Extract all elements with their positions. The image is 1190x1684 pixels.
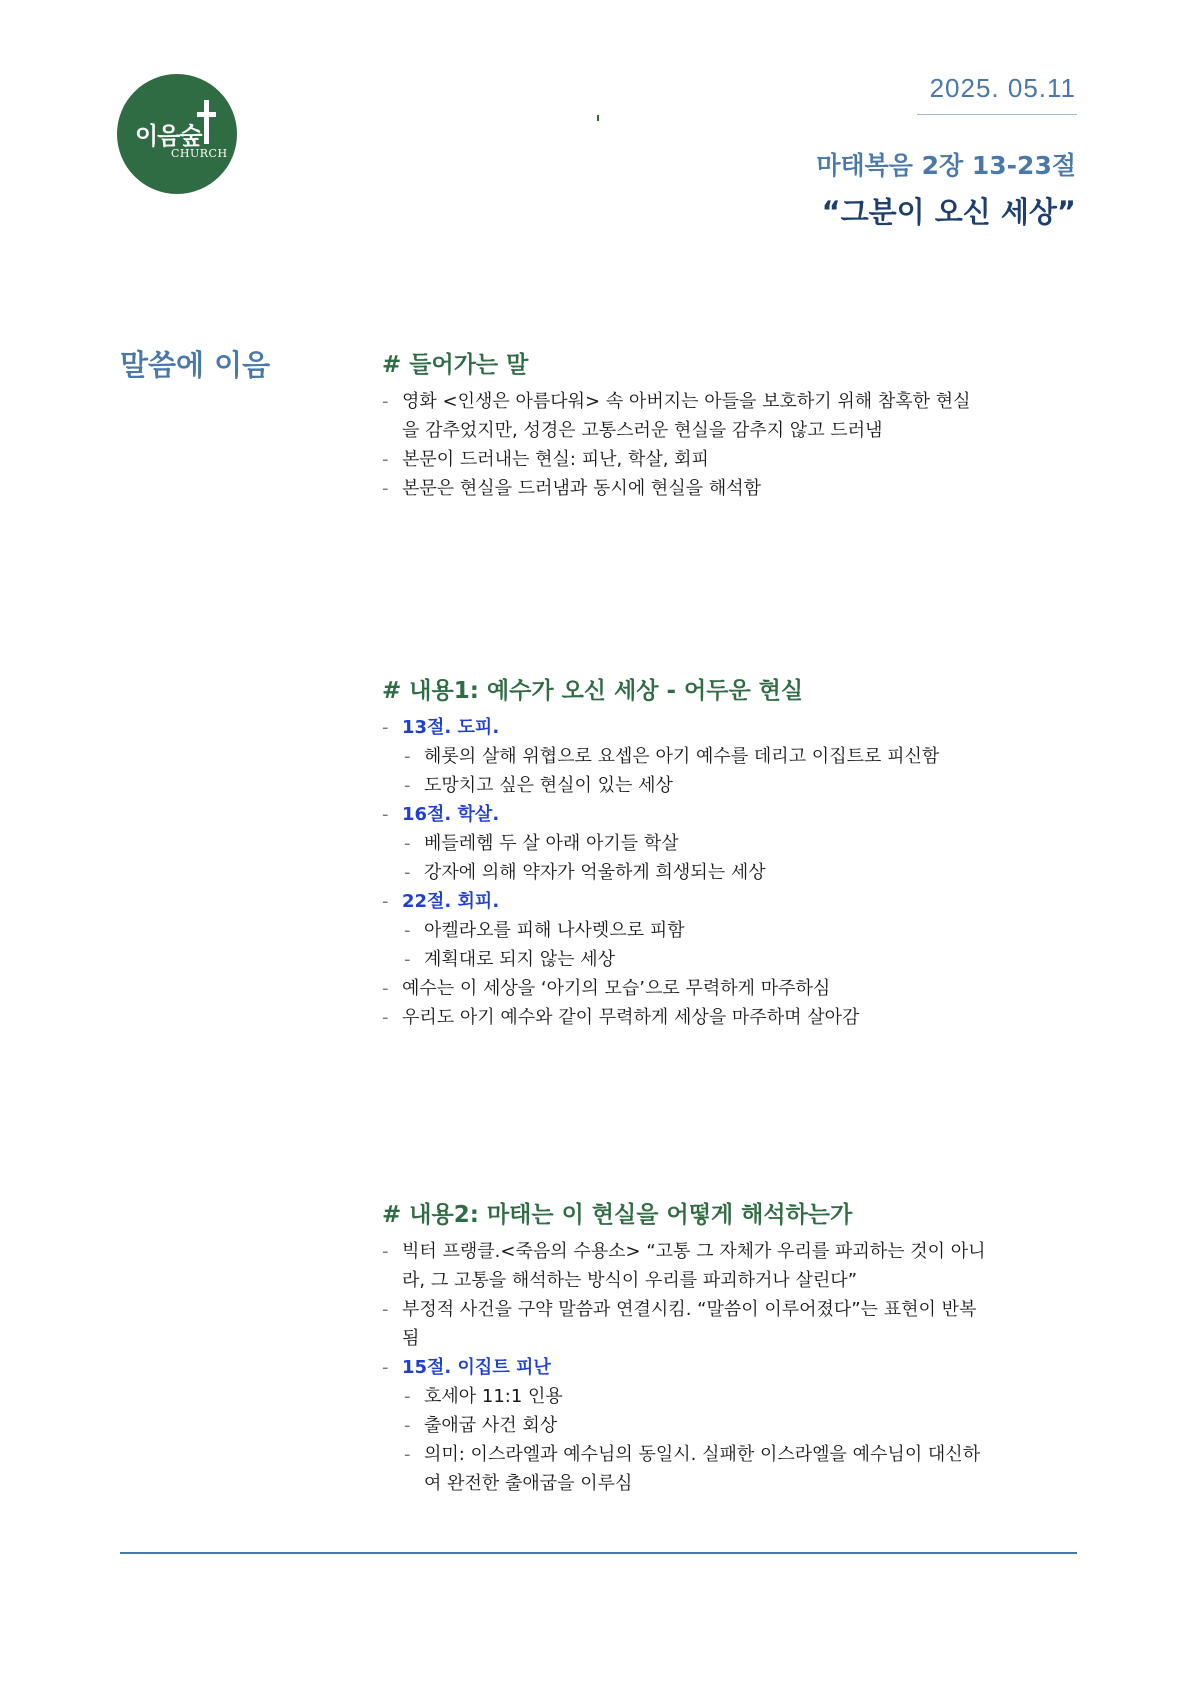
list-item <box>382 474 987 503</box>
logo-text: 이음숲 <box>135 122 202 150</box>
item-text: 예수는 이 세상을 ‘아기의 모습’으로 무력하게 마주하심 <box>402 978 831 999</box>
item-text: 16절. 학살. <box>402 804 500 825</box>
list-item <box>382 387 987 445</box>
item-text: 도망치고 싶은 현실이 있는 세상 <box>424 775 673 796</box>
bullet-dash: - <box>404 1444 411 1465</box>
bullet-dash: - <box>382 391 389 412</box>
bullet-dash: - <box>382 449 389 470</box>
verse-reference-item <box>382 713 987 742</box>
sub-list-item <box>382 1440 987 1498</box>
list-item <box>382 445 987 474</box>
bullet-dash: - <box>382 478 389 499</box>
section-heading: # 내용1: 예수가 오신 세상 - 어두운 현실 <box>382 678 804 704</box>
item-text: 빅터 프랭클.<죽음의 수용소> “고통 그 자체가 우리를 파괴하는 것이 아니라, 그 고통을 해석하는 방식이 우리를 파괴하거나 살린다” <box>402 1241 986 1291</box>
bullet-dash: - <box>382 1299 389 1320</box>
section-heading: # 내용2: 마태는 이 현실을 어떻게 해석하는가 <box>382 1202 853 1228</box>
item-text: 13절. 도피. <box>402 717 500 738</box>
date-divider <box>917 114 1077 115</box>
item-text: 의미: 이스라엘과 예수님의 동일시. 실패한 이스라엘을 예수님이 대신하여 완전한 출애굽을 이루심 <box>424 1444 981 1494</box>
bullet-dash: - <box>404 746 411 767</box>
cross-icon <box>197 100 215 144</box>
church-logo <box>117 74 237 194</box>
bullet-dash: - <box>382 891 389 912</box>
item-text: 출애굽 사건 회상 <box>424 1415 558 1436</box>
sub-list-item <box>382 742 987 771</box>
item-text: 본문은 현실을 드러냄과 동시에 현실을 해석함 <box>402 478 761 499</box>
item-text: 아켈라오를 피해 나사렛으로 피함 <box>424 920 685 941</box>
section-heading: # 들어가는 말 <box>382 352 529 378</box>
bullet-dash: - <box>382 804 389 825</box>
bullet-dash: - <box>382 1241 389 1262</box>
sermon-title: “그분이 오신 세상” <box>821 195 1076 229</box>
list-item <box>382 1237 987 1295</box>
intro-section <box>382 350 987 503</box>
section-label: 말씀에 이음 <box>120 348 271 382</box>
item-text: 계획대로 되지 않는 세상 <box>424 949 616 970</box>
bullet-dash: - <box>404 1415 411 1436</box>
bullet-dash: - <box>404 949 411 970</box>
list-item <box>382 1295 987 1353</box>
logo-subtext: CHURCH <box>171 147 228 160</box>
item-text: 베들레헴 두 살 아래 아기들 학살 <box>424 833 679 854</box>
item-text: 헤롯의 살해 위협으로 요셉은 아기 예수를 데리고 이집트로 피신함 <box>424 746 940 767</box>
item-text: 영화 <인생은 아름다워> 속 아버지는 아들을 보호하기 위해 참혹한 현실을 감추었지만, 성경은 고통스러운 현실을 감추지 않고 드러냄 <box>402 391 971 441</box>
sub-list-item <box>382 916 987 945</box>
scripture-reference: 마태복음 2장 13-23절 <box>816 151 1076 180</box>
sub-list-item <box>382 858 987 887</box>
list-item <box>382 974 987 1003</box>
verse-reference-item <box>382 1353 987 1382</box>
sub-list-item <box>382 945 987 974</box>
decorative-mark <box>597 115 599 121</box>
sub-list-item <box>382 829 987 858</box>
sub-list-item <box>382 1382 987 1411</box>
bullet-dash: - <box>382 1007 389 1028</box>
content2-section <box>382 1200 987 1498</box>
item-text: 강자에 의해 약자가 억울하게 희생되는 세상 <box>424 862 766 883</box>
item-text: 호세아 11:1 인용 <box>424 1386 563 1407</box>
bullet-dash: - <box>404 862 411 883</box>
sub-list-item <box>382 771 987 800</box>
list-item <box>382 1003 987 1032</box>
verse-reference-item <box>382 887 987 916</box>
item-text: 부정적 사건을 구약 말씀과 연결시킴. “말씀이 이루어졌다”는 표현이 반복됨 <box>402 1299 977 1349</box>
bullet-dash: - <box>382 1357 389 1378</box>
footer-divider <box>120 1552 1077 1554</box>
verse-reference-item <box>382 800 987 829</box>
bulletin-date: 2025. 05.11 <box>929 73 1076 103</box>
bullet-dash: - <box>404 833 411 854</box>
bullet-dash: - <box>404 775 411 796</box>
content1-section <box>382 676 987 1032</box>
item-text: 15절. 이집트 피난 <box>402 1357 551 1378</box>
bullet-dash: - <box>382 978 389 999</box>
bullet-dash: - <box>382 717 389 738</box>
item-text: 본문이 드러내는 현실: 피난, 학살, 회피 <box>402 449 709 470</box>
bullet-dash: - <box>404 920 411 941</box>
item-text: 22절. 회피. <box>402 891 500 912</box>
sub-list-item <box>382 1411 987 1440</box>
item-text: 우리도 아기 예수와 같이 무력하게 세상을 마주하며 살아감 <box>402 1007 860 1028</box>
bullet-dash: - <box>404 1386 411 1407</box>
